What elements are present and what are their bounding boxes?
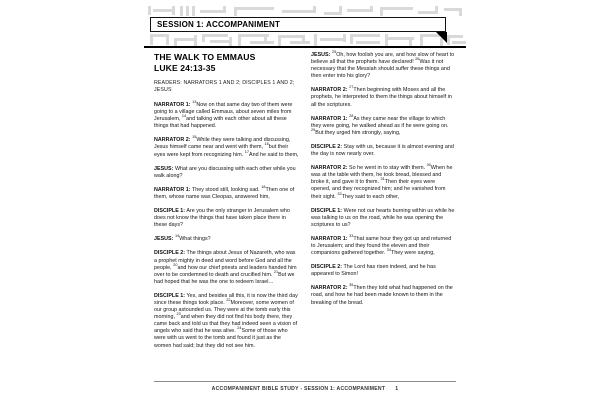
speech-text: $^{35}$Then they told what had happened on the road, and how he had been made known to them in the breaking of the bread. [311,283,453,306]
speaker-label: DISCIPLE 2: [311,264,343,271]
speech-line [311,52,456,80]
speaker-label: NARRATOR 2: [311,165,348,172]
speech-line [311,236,456,257]
speech-text: What are you discussing with each other while you walk along? [154,165,296,179]
speech-text: $^{15}$While they were talking and discussing, Jesus himself came near and went with them, $^{16}$but their eyes were kept from recognizing him. $^{17}$And he said to them, [154,135,299,158]
speech-text: $^{19}$What things? [174,234,211,243]
speech-line [311,208,456,229]
speech-text: The Lord has risen indeed, and he has appeared to Simon! [311,264,436,278]
speech-line [154,187,299,201]
session-title-box [150,17,446,32]
speech-line [154,137,299,158]
speaker-label: JESUS: [154,165,174,172]
speech-text: $^{33}$That same hour they got up and returned to Jerusalem; and they found the eleven and their companions gathered together. $^{34}$They were saying, [311,234,452,257]
speech-line [154,250,299,285]
speech-line [154,102,299,130]
speech-line [311,113,456,137]
speech-text: So he went in to stay with them. $^{30}$When he was at the table with them, he took bread, blessed and broke it, and gave it to them. $^{31}$Then their eyes were opened, and they recognized him; and he vanished from their sight. $^{32}$They said to each other, [311,163,453,200]
speech-line [154,208,299,229]
speaker-label: NARRATOR 2: [311,285,348,292]
speaker-label: DISCIPLE 1: [311,207,343,214]
speaker-label: NARRATOR 2: [154,137,191,144]
speech-text: Are you the only stranger in Jerusalem who does not know the things that have taken place there in these days? [154,208,290,229]
footer-divider [154,381,456,382]
readers-line: READERS: NARRATORS 1 AND 2; DISCIPLES 1 AND 2; JESUS [154,80,295,93]
speaker-label: DISCIPLE 2: [154,250,186,257]
speech-line [311,264,456,278]
speech-line [311,285,456,306]
speech-line [154,293,299,350]
speaker-label: NARRATOR 1: [154,102,191,108]
footer-label: ACCOMPANIMENT BIBLE STUDY - SESSION 1: ACCOMPANIMENT [211,386,386,392]
header-divider [144,46,466,48]
right-speech-list [311,52,456,307]
speech-text: The things about Jesus of Nazareth, who was a prophet mighty in deed and word before God and all the people, $^{20}$and how our chief priests and leaders handed him over to be condemned to death and crucified him. $^{21}$But we had hoped that he was the one to redeem Israel… [154,250,297,285]
speech-line [311,165,456,200]
header-band [144,4,466,46]
page-number: 1 [395,386,399,392]
left-speech-list [154,102,299,350]
speaker-label: DISCIPLE 2: [311,143,343,150]
speech-text: Were not our hearts burning within us while he was talking to us on the road, while he was opening the scriptures to us? [311,207,455,228]
speech-line [311,144,456,158]
speech-text: $^{27}$Then beginning with Moses and all the prophets, he interpreted to them the things about himself in all the scriptures. [311,85,452,108]
speaker-label: NARRATOR 1: [311,235,348,242]
page-footer [154,381,456,392]
footer-content [154,386,456,392]
scripture-reference: LUKE 24:13-35 [154,62,216,73]
speech-text: $^{25}$Oh, how foolish you are, and how slow of heart to believe all that the prophets have declared! $^{26}$Was it not necessary that the Messiah should suffer these things and then enter into his glory? [311,50,455,80]
left-column [154,52,299,357]
speaker-label: NARRATOR 1: [311,115,348,122]
speaker-label: DISCIPLE 1: [154,208,186,215]
speech-text: Stay with us, because it is almost evening and the day is now nearly over. [311,143,454,158]
right-column [311,52,456,357]
speech-line [311,87,456,108]
speaker-label: NARRATOR 2: [311,87,348,94]
speech-line [154,236,299,243]
speech-text: They stood still, looking sad. $^{18}$Then one of them, whose name was Cleopas, answered him, [154,185,295,200]
speech-text: $^{28}$As they came near the village to which they were going, he walked ahead as if he were going on. $^{29}$But they urged him strongly, saying, [311,113,449,136]
speaker-label: DISCIPLE 1: [154,292,186,299]
speaker-label: NARRATOR 1: [154,186,191,193]
speaker-label: JESUS: [311,52,331,58]
body-columns [140,52,470,357]
speech-text: $^{13}$Now on that same day two of them were going to a village called Emmaus, about seven miles from Jerusalem, $^{14}$and talking with each other about all these things that had happened. [154,100,293,130]
page-title [154,52,299,73]
session-title-label: SESSION 1: ACCOMPANIMENT [157,20,281,29]
speech-text: Yes, and besides all this, it is now the third day since these things took place. $^{22}$Moreover, some women of our group astounded us. They were at the tomb early this morning, $^{23}$and when they did not find his body there, they came back and told us that they had indeed seen a vision of angels who said that he was alive. $^{24}$Some of those who were with us went to the tomb and found it just as the women had said; but they did not see him. [154,292,298,349]
speech-line [154,166,299,180]
speaker-label: JESUS: [154,236,174,243]
study-title: THE WALK TO EMMAUS [154,52,256,62]
document-page [140,0,470,400]
corner-triangle-icon [436,32,447,43]
